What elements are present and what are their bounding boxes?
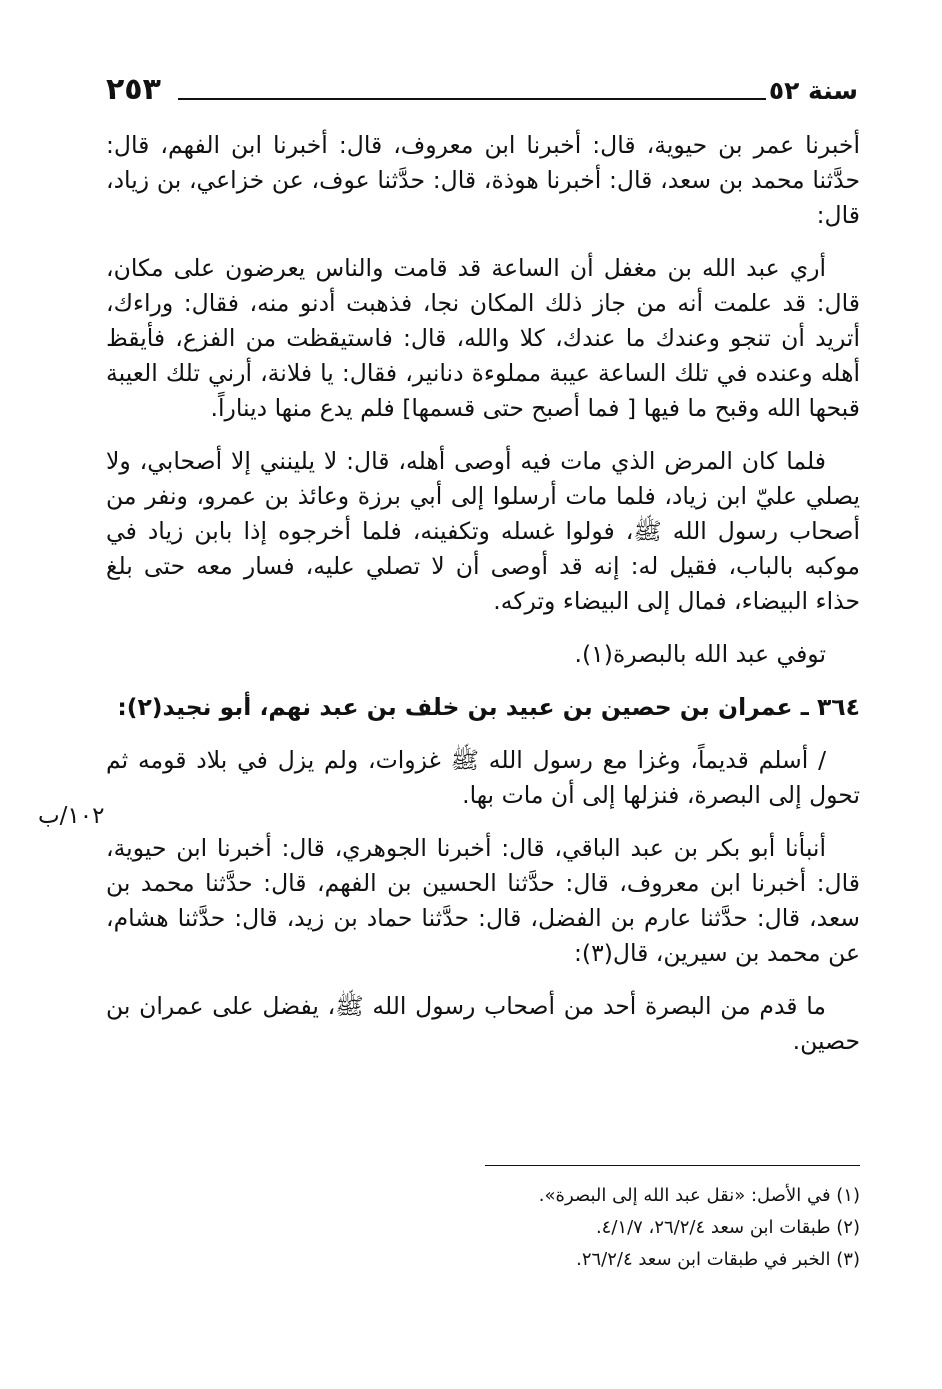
- death-place: توفي عبد الله بالبصرة(١).: [574, 640, 826, 668]
- biography-paragraph: [106, 743, 860, 813]
- main-text: [106, 128, 860, 1077]
- manuscript-folio-ref: ١٠٢/ب: [38, 803, 105, 829]
- footnote-3: (٣) الخبر في طبقات ابن سعد ٢٦/٢/٤.: [576, 1249, 860, 1270]
- dream-narrative: أري عبد الله بن مغفل أن الساعة قد قامت والناس يعرضون على مكان، قال: قد علمت أنه من جاز ذلك المكان نجا، فذهبت أدنو منه، فقال: وراءك، أتريد أن تنجو وعندك ما عندك، كلا والله، قال: فاستيقظت من الفزع، فأيقظ أهله وعنده في تلك الساعة عيبة مملوءة دنانير، فقال: يا فلانة، أرني تلك العيبة قبحها الله وقبح ما فيها [ فما أصبح حتى قسمها] فلم يدع منها ديناراً.: [106, 254, 860, 422]
- footnote-rule: [485, 1165, 860, 1166]
- footnote-1: (١) في الأصل: «نقل عبد الله إلى البصرة».: [538, 1185, 860, 1206]
- isnad-paragraph-2: أنبأنا أبو بكر بن عبد الباقي، قال: أخبرنا الجوهري، قال: أخبرنا ابن حيوية، قال: أخبرنا ابن معروف، قال: حدَّثنا الحسين بن الفهم، قال: حدَّثنا محمد بن سعد، قال: حدَّثنا عارم بن الفضل، قال: حدَّثنا حماد بن زيد، قال: حدَّثنا هشام، عن محمد بن سيرين، قال(٣):: [106, 834, 860, 967]
- footnotes: [300, 1180, 860, 1276]
- entry-heading: ٣٦٤ ـ عمران بن حصين بن عبيد بن خلف بن عبد نهم، أبو نجيد(٢):: [117, 693, 860, 721]
- death-narrative: فلما كان المرض الذي مات فيه أوصى أهله، قال: لا يلينني إلا أصحابي، ولا يصلي عليّ ابن زياد، فلما مات أرسلوا إلى أبي برزة وعائذ بن عمرو، ونفر من أصحاب رسول الله ﷺ، فولوا غسله وتكفينه، فلما أخرجوه إذا بابن زياد في موكبه بالباب، فقيل له: إنه قد أوصى أن لا تصلي عليه، فسار معه حتى بلغ حذاء البيضاء، فمال إلى البيضاء وتركه.: [106, 447, 860, 615]
- page-number: ٢٥٣: [106, 72, 161, 107]
- biography-text: أسلم قديماً، وغزا مع رسول الله ﷺ غزوات، ولم يزل في بلاد قومه ثم تحول إلى البصرة، فنزلها إلى أن مات بها.: [106, 746, 860, 809]
- running-head: سنة ٥٢: [768, 76, 858, 105]
- page-header: [106, 72, 858, 112]
- manuscript-slash: /: [818, 746, 826, 774]
- isnad-paragraph: أخبرنا عمر بن حيوية، قال: أخبرنا ابن معروف، قال: أخبرنا ابن الفهم، قال: حدَّثنا محمد بن سعد، قال: أخبرنا هوذة، قال: حدَّثنا عوف، عن خزاعي، بن زياد، قال:: [106, 131, 860, 229]
- header-rule: [178, 98, 766, 100]
- footnote-2: (٢) طبقات ابن سعد ٢٦/٢/٤، ٤/١/٧.: [595, 1217, 860, 1238]
- closing-report: ما قدم من البصرة أحد من أصحاب رسول الله ﷺ، يفضل على عمران بن حصين.: [106, 992, 860, 1055]
